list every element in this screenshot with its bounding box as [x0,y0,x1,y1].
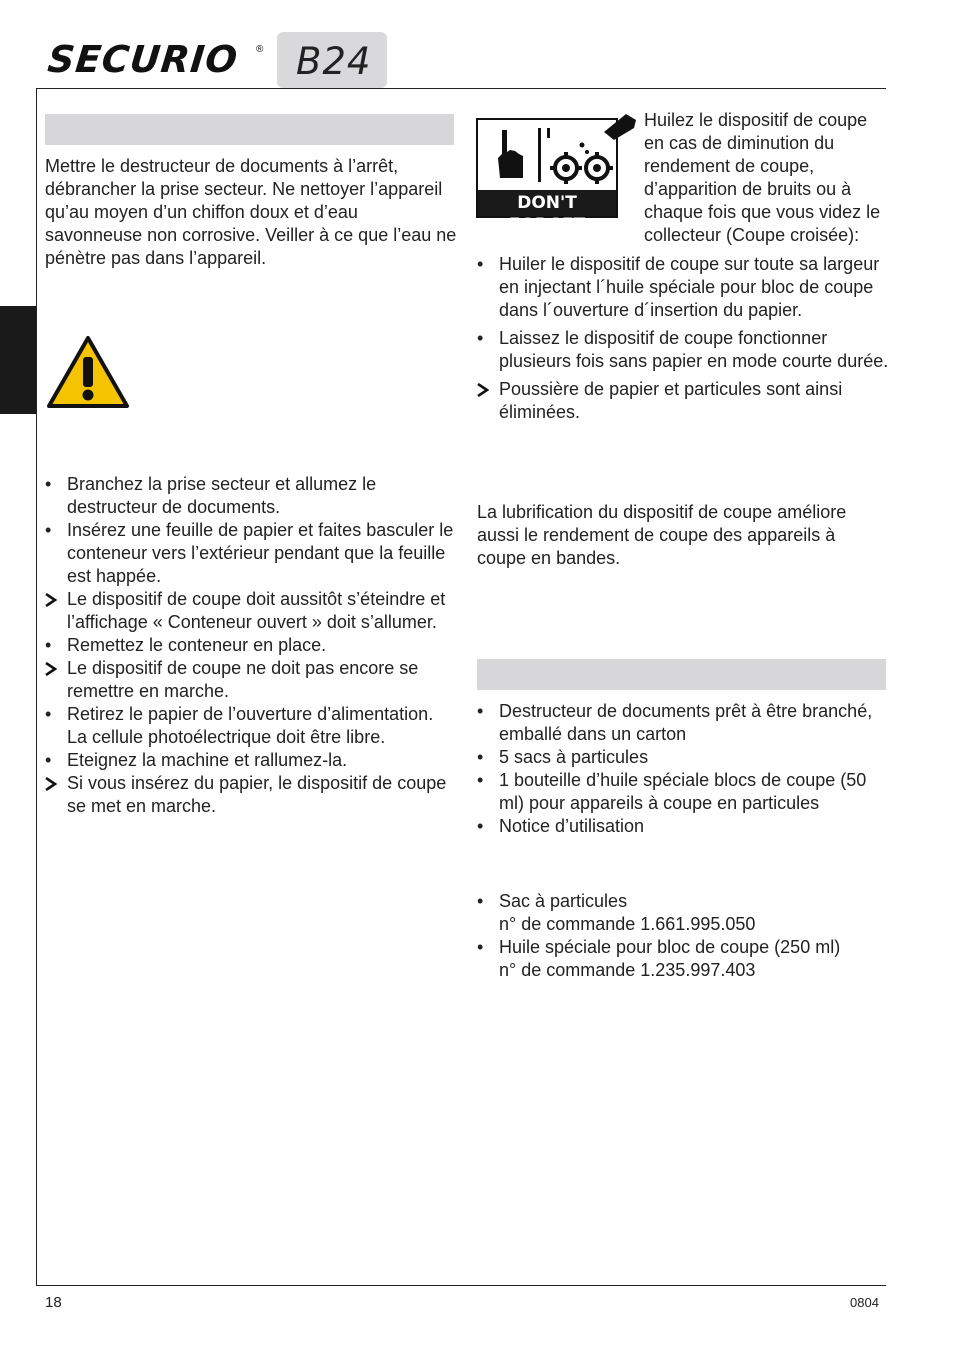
result-item [45,657,457,703]
bullet-icon: • [477,747,484,767]
list-item [477,746,889,769]
list-item-text: 5 sacs à particules [499,747,649,767]
list-item-text: Retirez le papier de l’ouverture d’alimentation. La cellule photoélectrique doit être libre. [67,704,434,747]
arrow-right-icon [477,378,493,403]
test-steps-list [45,473,457,818]
arrow-right-icon [45,772,61,797]
list-item-text: Insérez une feuille de papier et faites basculer le conteneur vers l’extérieur pendant que la feuille est happée. [67,520,454,586]
oil-steps-list [477,253,889,429]
list-item-text: Laissez le dispositif de coupe fonctionner plusieurs fois sans papier en mode courte durée. [499,328,889,371]
accessory-item [477,936,889,982]
cleaning-paragraph: Mettre le destructeur de documents à l’arrêt, débrancher la prise secteur. Ne nettoyer l’appareil qu’au moyen d’un chiffon doux et d’eau savonneuse non corrosive. Veiller à ce que l’eau ne pénètre pas dans l’appareil. [45,156,457,268]
bullet-icon: • [477,328,484,348]
bullet-icon: • [477,770,484,790]
accessory-item [477,890,889,936]
list-item-text: Destructeur de documents prêt à être branché, emballé dans un carton [499,701,873,744]
accessories-list [477,890,889,982]
bullet-icon: • [477,937,484,957]
arrow-right-icon [45,588,61,613]
list-item [477,327,889,373]
list-item-text: Notice d’utilisation [499,816,645,836]
bullet-icon: • [477,701,484,721]
dont-forget-label: DON'T FORGET [508,193,586,235]
list-item [45,473,457,519]
bullet-icon: • [477,254,484,274]
frame-left-rule [36,88,37,1286]
list-item-text: Poussière de papier et particules sont ainsi éliminées. [499,379,843,422]
lubrication-note: La lubrification du dispositif de coupe améliore aussi le rendement de coupe des appareils à coupe en bandes. [477,502,847,568]
accessory-order-number: n° de commande 1.235.997.403 [499,960,756,980]
list-item-text: Huiler le dispositif de coupe sur toute sa largeur en injectant l´huile spéciale pour bloc de coupe dans l´ouverture d´insertion du papier. [499,254,880,320]
frame-top-rule [36,88,886,89]
section-heading-bar-cleaning [45,114,454,145]
list-item [477,815,889,838]
oil-intro-paragraph: Huilez le dispositif de coupe en cas de diminution du rendement de coupe, d’apparition de bruits ou à chaque fois que vous videz le collecteur (Coupe croisée): [644,110,881,245]
result-item [45,772,457,818]
bullet-icon: • [45,520,52,540]
list-item-text: Le dispositif de coupe doit aussitôt s’éteindre et l’affichage « Conteneur ouvert » doit s’allumer. [67,589,446,632]
delivery-contents-list [477,700,889,838]
list-item-text: Remettez le conteneur en place. [67,635,327,655]
bullet-icon: • [45,704,52,724]
list-item-text: Si vous insérez du papier, le dispositif de coupe se met en marche. [67,773,447,816]
list-item [45,634,457,657]
list-item-text: Eteignez la machine et rallumez-la. [67,750,348,770]
language-side-tab [0,306,36,414]
result-item [477,378,889,424]
list-item-text: Branchez la prise secteur et allumez le destructeur de documents. [67,474,377,517]
warning-triangle-icon [46,335,130,410]
accessory-order-number: n° de commande 1.661.995.050 [499,914,756,934]
bullet-icon: • [45,635,52,655]
model-name: B24 [296,40,372,83]
list-item [45,519,457,588]
document-code: 0804 [850,1295,879,1310]
result-item [45,588,457,634]
list-item-text: Le dispositif de coupe ne doit pas encore se remettre en marche. [67,658,419,701]
arrow-right-icon [45,657,61,682]
list-item [477,700,889,746]
registered-mark: ® [256,44,264,55]
accessory-name: Huile spéciale pour bloc de coupe (250 ml) [499,937,841,957]
list-item [45,749,457,772]
bullet-icon: • [477,891,484,911]
list-item [477,769,889,815]
frame-bottom-rule [36,1285,886,1286]
bullet-icon: • [477,816,484,836]
section-heading-bar-delivery [477,659,886,690]
page-number: 18 [45,1294,62,1311]
list-item [45,703,457,749]
list-item-text: 1 bouteille d’huile spéciale blocs de coupe (50 ml) pour appareils à coupe en particules [499,770,867,813]
bullet-icon: • [45,474,52,494]
list-item [477,253,889,322]
brand-logo: SECURIO [45,38,241,81]
accessory-name: Sac à particules [499,891,628,911]
bullet-icon: • [45,750,52,770]
